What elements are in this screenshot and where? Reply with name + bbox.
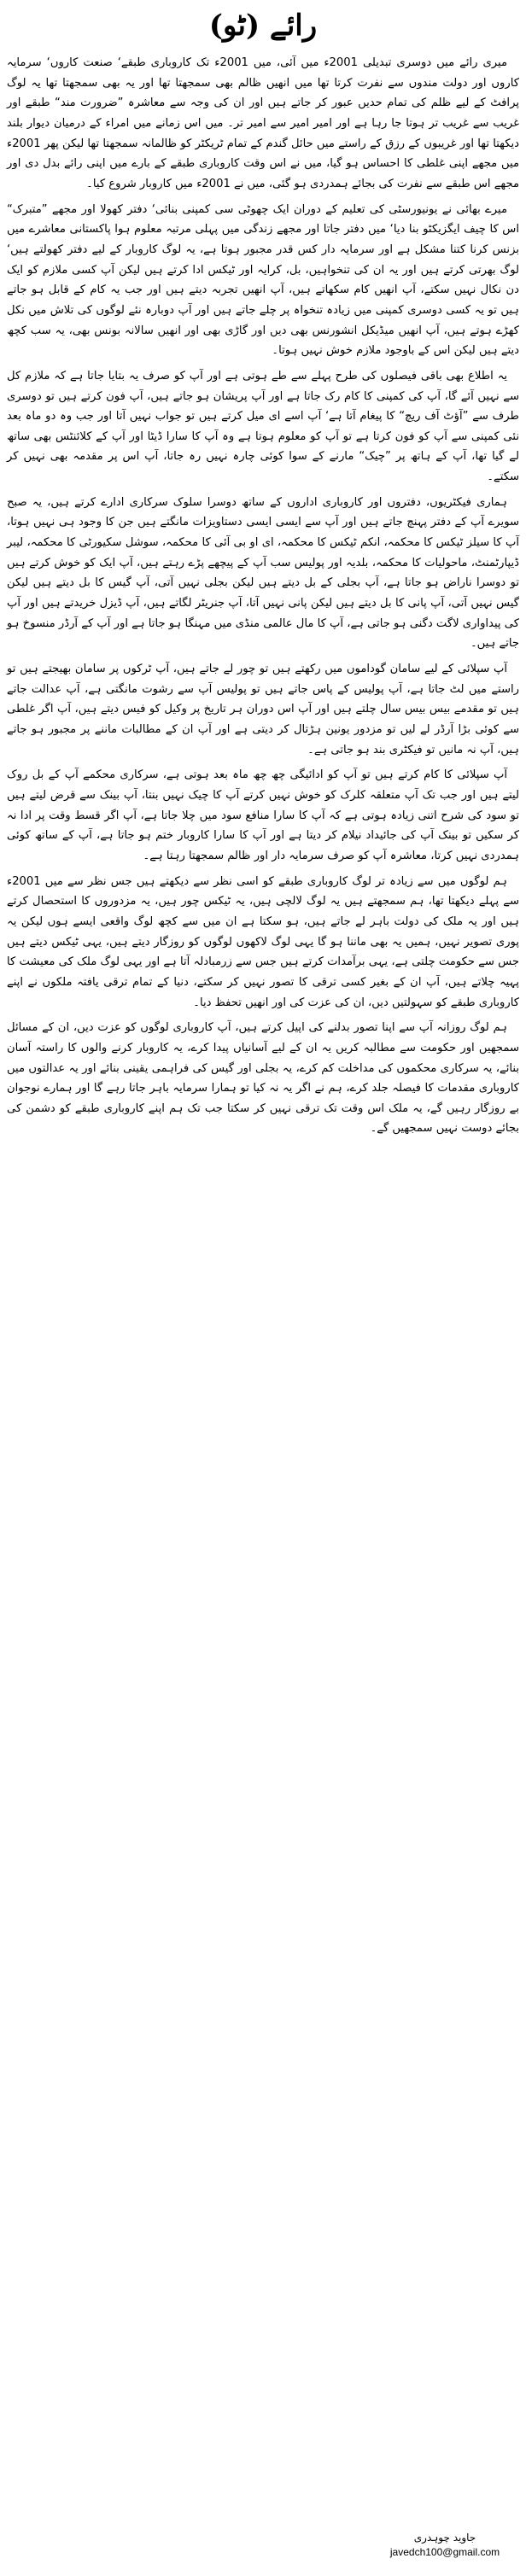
paragraph: آپ سپلائی کے لیے سامان گوداموں میں رکھتے ہیں تو چور لے جاتے ہیں، آپ ٹرکوں پر سامان بھیجتے ہیں تو راستے میں لٹ جاتا ہے، آپ پولیس کے پاس جاتے ہیں تو پولیس آپ سے رشوت مانگتی ہے، آپ عدالت جاتے ہیں تو مقدمے بیس بیس سال چلتے ہیں اور آپ اس دوران ہر تاریخ پر وکیل کو فیس دیتے ہیں، آپ اگر غلطی سے کوئی بڑا آرڈر لے لیں تو مزدور یونین ہڑتال کر دیتی ہے اور آپ ان کے مطالبات ماننے پر مجبور ہو جاتے ہیں، آپ نہ مانیں تو فیکٹری بند ہو جاتی ہے۔ [7, 663, 519, 756]
paragraph: میرے بھائی نے یونیورسٹی کی تعلیم کے دوران ایک چھوٹی سی کمپنی بنائی‘ دفتر کھولا اور مجھے ”متبرک“ اس کا چیف ایگزیکٹو بنا دیا‘ میں دفتر جاتا اور مجھے زندگی میں پہلی مرتبہ معلوم ہوا پاکستانی معاشرے میں بزنس کرنا کتنا مشکل ہے اور سرمایہ دار کس قدر مجبور ہوتا ہے، یہ لوگ کاروبار کے لیے دفتر کھولتے ہیں‘ لوگ بھرتی کرتے ہیں اور یہ ان کی تنخواہیں، بل، کرایہ اور ٹیکس ادا کرتے ہیں لیکن آپ کسی ملازم کو ایک دن نکال نہیں سکتے، آپ انھیں کام سکھاتے ہیں، آپ انھیں تجربہ دیتے ہیں اور جب یہ کام کے قابل ہو جاتے ہیں تو یہ کسی دوسری کمپنی میں زیادہ تنخواہ پر چلے جاتے ہیں اور آپ دوبارہ نئے لوگوں کی تلاش میں نکل کھڑے ہوتے ہیں، آپ انھیں میڈیکل انشورنس بھی دیں اور گاڑی بھی اور انھیں سالانہ بونس بھی، یہ سب کچھ دیتے ہیں لیکن اس کے باوجود ملازم خوش نہیں ہوتا۔ [7, 202, 519, 358]
paragraph: ہم لوگ روزانہ آپ سے اپنا تصور بدلنے کی اپیل کرتے ہیں، آپ کاروباری لوگوں کو عزت دیں، ان کے مسائل سمجھیں اور حکومت سے مطالبہ کریں یہ ان کے لیے آسانیاں پیدا کرے، یہ کاروبار کرنے والوں کا راستہ آسان بنائے، یہ سرکاری محکموں کی مداخلت کم کرے، یہ بجلی اور گیس کی فراہمی یقینی بنائے اور یہ عدالتوں میں کاروباری مقدمات کا فیصلہ جلد کرے، ہم نے اگر یہ نہ کیا تو ہمارا سرمایہ باہر جاتا رہے گا اور ہمارے نوجوان بے روزگار رہیں گے، یہ ملک اس وقت تک ترقی نہیں کر سکتا جب تک ہم اپنے کاروباری طبقے کو دشمن کی بجائے دوست نہیں سمجھیں گے۔ [7, 1021, 519, 1136]
author-byline [364, 2531, 526, 2560]
article-body [7, 53, 519, 1144]
author-email[interactable]: javedch100@gmail.com [389, 2546, 500, 2558]
article-title: رائے (ٹو) [208, 8, 318, 43]
paragraph: میری رائے میں دوسری تبدیلی 2001ء میں آئی، میں 2001ء تک کاروباری طبقے‘ صنعت کاروں‘ سرمایہ کاروں اور دولت مندوں سے نفرت کرتا تھا میں انھیں ظالم بھی سمجھتا تھا اور یہ بھی سمجھتا تھا یہ لوگ پرافٹ کے لیے ظلم کی تمام حدیں عبور کر جاتے ہیں اور ان کی وجہ سے معاشرہ ”ضرورت مند“ طبقے اور غریب سے غریب تر ہوتا جا رہا ہے اور امیر امیر سے امیر تر۔ میں اس زمانے میں امراء کے درمیان دیوار بلند دیکھتا تھا اور غریبوں کے رزق کے راستے میں حائل گندم کے تمام ٹریکٹر کو ظالمانہ سمجھتا تھا لیکن پھر 2001ء میں مجھے اپنی غلطی کا احساس ہو گیا، میں نے اس وقت کاروباری طبقے کے بارے میں اپنی رائے بدل دی اور مجھے اس طبقے سے نفرت کی بجائے ہمدردی ہو گئی، میں نے 2001ء میں کاروبار شروع کیا۔ [7, 56, 519, 190]
paragraph: آپ سپلائی کا کام کرتے ہیں تو آپ کو ادائیگی چھ چھ ماہ بعد ہوتی ہے، سرکاری محکمے آپ کے بل روک لیتے ہیں اور جب تک آپ متعلقہ کلرک کو خوش نہیں کرتے آپ کا چیک نہیں بنتا، آپ بینک سے قرض لیتے ہیں تو سود کی شرح اتنی زیادہ ہوتی ہے کہ آپ کا سارا منافع سود میں چلا جاتا ہے، آپ اگر قسط وقت پر ادا نہ کر سکیں تو بینک آپ کی جائیداد نیلام کر دیتا ہے اور آپ کا سارا کاروبار ختم ہو جاتا ہے، آپ کے ساتھ کوئی ہمدردی نہیں کرتا، معاشرہ آپ کو صرف سرمایہ دار اور ظالم سمجھتا رہتا ہے۔ [7, 768, 519, 862]
paragraph: یہ اطلاع بھی باقی فیصلوں کی طرح پہلے سے طے ہوتی ہے اور آپ کو صرف یہ بتایا جاتا ہے کہ ملازم کل سے نہیں آئے گا، آپ کی کمپنی کا کام رک جاتا ہے اور آپ پریشان ہو جاتے ہیں، آپ فون کرتے ہیں تو دوسری طرف سے ”آؤٹ آف ریچ“ کا پیغام آتا ہے‘ آپ اسے ای میل کرتے ہیں تو جواب نہیں آتا اور جب وہ دو ماہ بعد نئی کمپنی سے آپ کو فون کرتا ہے تو آپ کو معلوم ہوتا ہے وہ آپ کا سارا ڈیٹا اور آپ کے کلائنٹس بھی ساتھ لے گیا تھا، آپ کے ہاتھ پر ”چیک“ مارنے کے سوا کوئی چارہ نہیں رہ جاتا، آپ اس پر مقدمہ بھی نہیں کر سکتے۔ [7, 369, 519, 484]
paragraph: ہماری فیکٹریوں، دفتروں اور کاروباری اداروں کے ساتھ دوسرا سلوک سرکاری ادارے کرتے ہیں، یہ صبح سویرے آپ کے دفتر پہنچ جاتے ہیں اور آپ سے ایسی ایسی دستاویزات مانگتے ہیں جن کا وجود ہی نہیں ہوتا، آپ کا سیلز ٹیکس کا محکمہ، انکم ٹیکس کا محکمہ، ای او بی آئی کا محکمہ، سوشل سکیورٹی کا محکمہ، لیبر ڈیپارٹمنٹ، ماحولیات کا محکمہ، بلدیہ اور پولیس سب آپ کے پیچھے پڑے رہتے ہیں، آپ ایک کو خوش کرتے ہیں تو دوسرا ناراض ہو جاتا ہے، آپ بجلی کے بل دیتے ہیں لیکن بجلی نہیں آتی، آپ گیس کا بل دیتے ہیں لیکن گیس نہیں آتی، آپ پانی کا بل دیتے ہیں لیکن پانی نہیں آتا، آپ جنریٹر لگاتے ہیں، آپ ڈیزل خریدتے ہیں اور آپ کی پیداواری لاگت دگنی ہو جاتی ہے، آپ کا مال عالمی منڈی میں مہنگا ہو جاتا ہے اور آپ کے آرڈر منسوخ ہو جاتے ہیں۔ [7, 495, 519, 651]
author-name: جاوید چوہدری [413, 2532, 476, 2544]
paragraph: ہم لوگوں میں سے زیادہ تر لوگ کاروباری طبقے کو اسی نظر سے دیکھتے ہیں جس نظر سے میں 2001ء سے پہلے دیکھتا تھا، ہم سمجھتے ہیں یہ لوگ لالچی ہیں، یہ ٹیکس چور ہیں، یہ مزدوروں کا استحصال کرتے ہیں اور یہ ملک کی دولت باہر لے جاتے ہیں، ہو سکتا ہے ان میں سے کچھ لوگ واقعی ایسے ہوں لیکن یہ پوری تصویر نہیں، ہمیں یہ بھی ماننا ہو گا یہی لوگ لاکھوں لوگوں کو روزگار دیتے ہیں، یہی ٹیکس دیتے ہیں جس سے حکومت چلتی ہے، یہی برآمدات کرتے ہیں جس سے زرمبادلہ آتا ہے اور یہی لوگ ملک کی معیشت کا پہیہ چلاتے ہیں، آپ ان کے بغیر کسی ترقی کا تصور نہیں کر سکتے، دنیا کے تمام ترقی یافتہ ملکوں نے اپنے کاروباری طبقے کو سہولتیں دیں، ان کی عزت کی اور انھیں تحفظ دیا۔ [7, 874, 519, 1009]
